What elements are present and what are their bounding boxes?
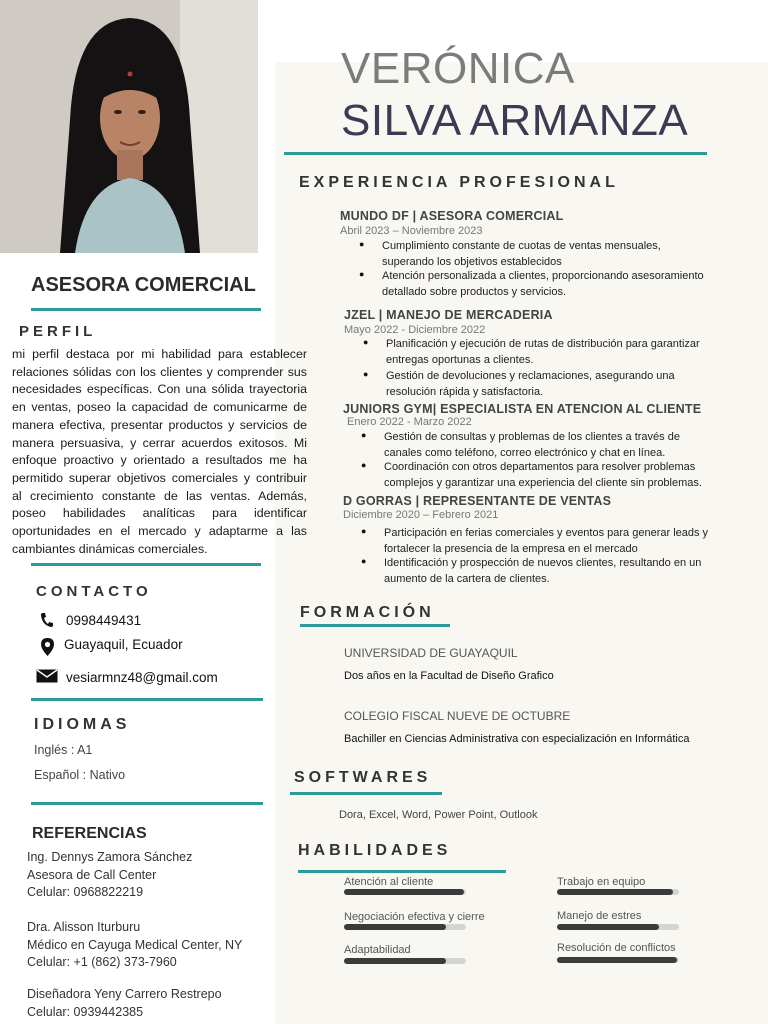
reference-item <box>27 919 242 972</box>
reference-item <box>27 849 192 902</box>
references-heading: REFERENCIAS <box>32 825 147 842</box>
skill-fill <box>344 889 464 895</box>
skill-label: Adaptabilidad <box>344 944 411 956</box>
education-heading: FORMACIÓN <box>300 604 435 621</box>
reference-name: Dra. Alisson Iturburu <box>27 920 141 934</box>
languages-heading: IDIOMAS <box>34 716 131 733</box>
contact-heading: CONTACTO <box>36 583 152 600</box>
bullet-dot: ● <box>361 430 367 440</box>
education-school: COLEGIO FISCAL NUEVE DE OCTUBRE <box>344 709 571 723</box>
skill-fill <box>344 924 446 930</box>
bullet-dot: ● <box>359 269 365 279</box>
skill-label: Manejo de estres <box>557 910 642 922</box>
contact-phone: 0998449431 <box>66 613 142 628</box>
contact-location: Guayaquil, Ecuador <box>64 637 183 652</box>
skills-divider <box>298 870 506 873</box>
name-divider <box>284 152 707 155</box>
reference-role: Médico en Cayuga Medical Center, NY <box>27 937 243 952</box>
software-list: Dora, Excel, Word, Power Point, Outlook <box>339 809 538 821</box>
skill-bar <box>344 889 466 895</box>
skill-fill <box>557 889 673 895</box>
reference-phone: Celular: 0968822219 <box>27 885 144 899</box>
skill-label: Negociación efectiva y cierre <box>344 911 485 923</box>
bullet-dot: ● <box>361 556 367 566</box>
skill-bar <box>344 958 466 964</box>
skill-bar <box>557 889 679 895</box>
education-school: UNIVERSIDAD DE GUAYAQUIL <box>344 646 518 660</box>
skill-label: Trabajo en equipo <box>557 876 646 888</box>
phone-icon <box>40 612 54 633</box>
reference-role: Asesora de Call Center <box>27 867 157 882</box>
role-title: ASESORA COMERCIAL <box>31 274 256 296</box>
education-desc: Bachiller en Ciencias Administrativa con especialización en Informática <box>344 733 690 745</box>
job-title: MUNDO DF | ASESORA COMERCIAL <box>340 209 564 223</box>
job-bullet: Participación en ferias comerciales y eventos para generar leads y fortalecer la presencia de la empresa en el mercado <box>384 527 709 555</box>
skill-fill <box>344 958 446 964</box>
job-bullet: Identificación y prospección de nuevos clientes, resultando en un aumento de la cartera de clientes. <box>384 557 702 585</box>
job-bullet: Coordinación con otros departamentos para resolver problemas complejos y garantizar una experiencia del cliente sin problemas. <box>384 461 702 489</box>
education-desc: Dos años en la Facultad de Diseño Grafico <box>344 670 554 682</box>
skill-bar <box>557 957 679 963</box>
job-date: Abril 2023 – Noviembre 2023 <box>340 225 483 237</box>
job-date: Diciembre 2020 – Febrero 2021 <box>343 509 499 521</box>
job-title: JZEL | MANEJO DE MERCADERIA <box>344 308 553 322</box>
skill-bar <box>344 924 466 930</box>
job-date: Mayo 2022 - Diciembre 2022 <box>344 324 486 336</box>
job-date: Enero 2022 - Marzo 2022 <box>347 416 472 428</box>
bullet-dot: ● <box>359 239 365 249</box>
bullet-dot: ● <box>361 460 367 470</box>
location-pin-icon <box>41 638 54 661</box>
skill-fill <box>557 924 659 930</box>
job-bullet: Planificación y ejecución de rutas de distribución para garantizar entregas oportunas a clientes. <box>386 338 700 366</box>
skill-bar <box>557 924 679 930</box>
bullet-dot: ● <box>361 526 367 536</box>
job-bullet: Gestión de devoluciones y reclamaciones, asegurando una resolución rápida y satisfactoria. <box>386 370 675 398</box>
job-bullet: Gestión de consultas y problemas de los clientes a través de canales como teléfono, correo electrónico y chat en línea. <box>384 431 680 459</box>
language-item: Español : Nativo <box>34 768 126 782</box>
first-name: VERÓNICA <box>341 44 575 93</box>
job-bullet: Atención personalizada a clientes, proporcionando asesoramiento detallado sobre productos y servicios. <box>382 270 704 298</box>
reference-phone: Celular: 0939442385 <box>27 1004 144 1019</box>
contact-divider <box>31 698 263 701</box>
language-item: Inglés : A1 <box>34 743 93 757</box>
skill-label: Atención al cliente <box>344 876 434 888</box>
experience-heading: EXPERIENCIA PROFESIONAL <box>299 174 619 191</box>
education-divider <box>300 624 450 627</box>
profile-text: mi perfil destaca por mi habilidad para establecer relaciones sólidas con los clientes y comprender sus necesidades específicas. Con una sólida trayectoria en ventas, poseo la capacidad de comunicarme de manera efectiva, presentar productos y servicios de manera persuasiva, y cerrar acuerdos exitosos. Mi enfoque proactivo y orientado a resultados me ha permitido superar objetivos comerciales y contribuir al crecimiento constante de las ventas. Además, poseo habilidades analíticas para identificar oportunidades en el mercado y adaptarme a las cambiantes dinámicas comerciales. <box>12 347 307 556</box>
software-divider <box>290 792 442 795</box>
mail-icon <box>36 669 58 688</box>
contact-email[interactable]: vesiarmnz48@gmail.com <box>66 670 218 685</box>
bullet-dot: ● <box>363 337 369 347</box>
bullet-dot: ● <box>363 369 369 379</box>
profile-divider <box>31 563 261 566</box>
reference-item <box>27 986 222 1021</box>
profile-heading: PERFIL <box>19 323 97 340</box>
skills-heading: HABILIDADES <box>298 842 452 859</box>
last-name: SILVA ARMANZA <box>341 96 689 145</box>
languages-divider <box>31 802 263 805</box>
job-bullet: Cumplimiento constante de cuotas de ventas mensuales, superando los objetivos establecidos <box>382 240 661 268</box>
skill-fill <box>557 957 677 963</box>
role-divider <box>31 308 261 311</box>
reference-name: Ing. Dennys Zamora Sánchez <box>27 850 193 864</box>
skill-label: Resolución de conflictos <box>557 942 676 954</box>
software-heading: SOFTWARES <box>294 769 432 786</box>
reference-phone: Celular: +1 (862) 373-7960 <box>27 955 177 969</box>
profile-photo <box>0 0 258 253</box>
reference-name: Diseñadora Yeny Carrero Restrepo <box>27 987 222 1001</box>
job-title: D GORRAS | REPRESENTANTE DE VENTAS <box>343 494 612 508</box>
job-title: JUNIORS GYM| ESPECIALISTA EN ATENCION AL CLIENTE <box>343 402 702 416</box>
